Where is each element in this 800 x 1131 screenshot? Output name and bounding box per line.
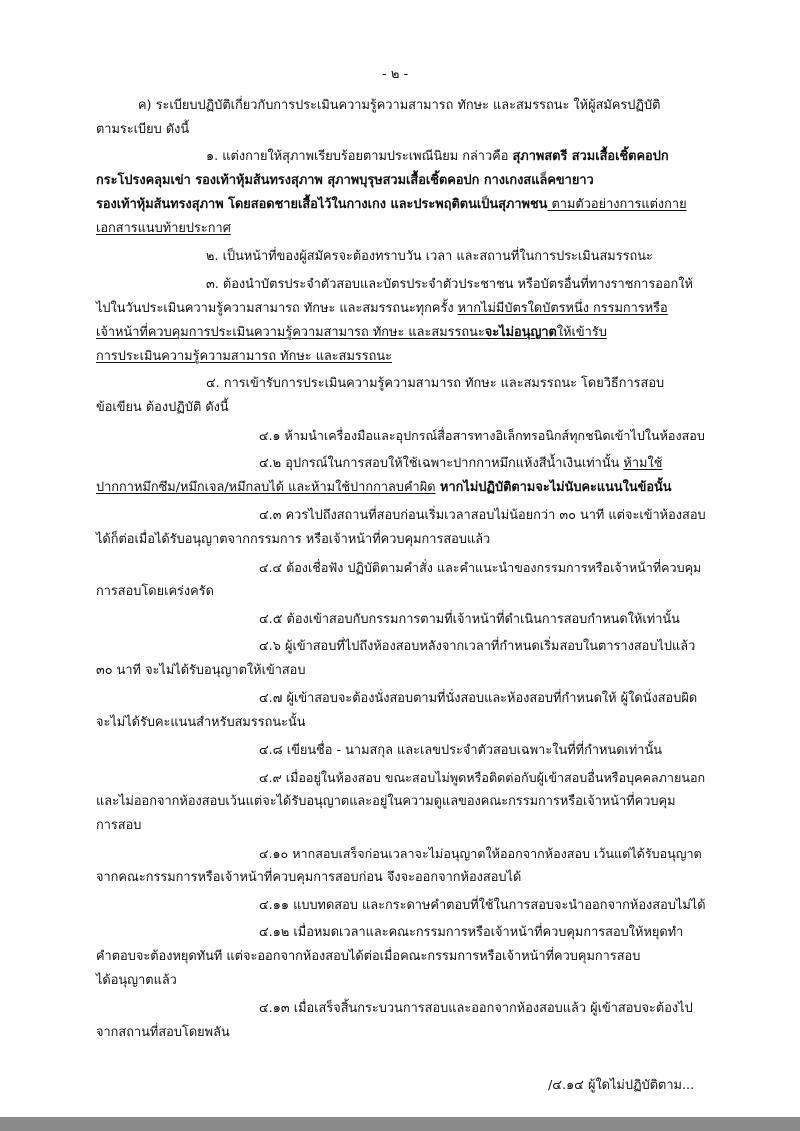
item-4-12: คำตอบจะต้องหยุดทันที แต่จะออกจากห้องสอบได้ต่อเมื่อคณะกรรมการหรือเจ้าหน้าที่ควบคุมการสอบ — [96, 949, 641, 964]
item-4-2 — [259, 454, 662, 474]
item-1-bold: รองเท้าหุ้มส้นทรงสุภาพ โดยสอดชายเสื้อไว้ในกางเกง และประพฤติตนเป็นสุภาพชน — [96, 197, 548, 212]
continuation-note: /๔.๑๔ ผู้ใดไม่ปฏิบัติตาม... — [548, 1078, 695, 1093]
item-1-line — [206, 147, 669, 167]
item-4-2-underline: ปากกาหมึกซึม/หมึกเจล/หมึกลบได้ และห้ามใช้ปากกาลบคำผิด — [96, 480, 436, 495]
item-4-5: ๔.๕ ต้องเข้าสอบกับกรรมการตามที่เจ้าหน้าที่ดำเนินการสอบกำหนดให้เท่านั้น — [259, 612, 680, 627]
item-3-underline: เจ้าหน้าที่ควบคุมการประเมินความรู้ความสามารถ ทักษะ และสมรรถนะ — [96, 325, 485, 340]
item-1-underline: ตามตัวอย่างการแต่งกาย — [547, 197, 687, 212]
item-4-7: ๔.๗ ผู้เข้าสอบจะต้องนั่งสอบตามที่นั่งสอบและห้องสอบที่กำหนดให้ ผู้ใดนั่งสอบผิด — [259, 691, 698, 706]
item-4-13: จากสถานที่สอบโดยพลัน — [96, 1025, 230, 1040]
item-4-2-text: ๔.๒ อุปกรณ์ในการสอบให้ใช้เฉพาะปากกาหมึกแห้งสีน้ำเงินเท่านั้น — [259, 456, 624, 471]
item-4-3: ๔.๓ ควรไปถึงสถานที่สอบก่อนเริ่มเวลาสอบไม่น้อยกว่า ๓๐ นาที แต่จะเข้าห้องสอบ — [259, 508, 706, 523]
item-1-text: ๑. แต่งกายให้สุภาพเรียบร้อยตามประเพณีนิยม กล่าวคือ — [206, 149, 513, 164]
item-4-6: ๓๐ นาที จะไม่ได้รับอนุญาตให้เข้าสอบ — [96, 663, 306, 678]
item-4-line: ข้อเขียน ต้องปฏิบัติ ดังนี้ — [96, 400, 229, 415]
section-c-heading: ค) ระเบียบปฏิบัติเกี่ยวกับการประเมินความรู้ความสามารถ ทักษะ และสมรรถนะ ให้ผู้สมัครปฏิบัติ — [138, 98, 661, 113]
item-3-bold: จะไม่อนุญาต — [484, 325, 557, 340]
item-3-line — [96, 323, 607, 343]
item-2-line: ๒. เป็นหน้าที่ของผู้สมัครจะต้องทราบวัน เวลา และสถานที่ในการประเมินสมรรถนะ — [206, 249, 653, 264]
item-4-2-bold: หากไม่ปฏิบัติตามจะไม่นับคะแนนในข้อนั้น — [435, 480, 672, 495]
item-4-7: จะไม่ได้รับคะแนนสำหรับสมรรถนะนั้น — [96, 715, 306, 730]
item-4-4: การสอบโดยเคร่งครัด — [96, 584, 214, 599]
item-4-3: ได้ก็ต่อเมื่อได้รับอนุญาตจากกรรมการ หรือเจ้าหน้าที่ควบคุมการสอบแล้ว — [96, 532, 491, 547]
item-1-line — [96, 195, 687, 215]
item-3-underline: ให้เข้ารับ — [556, 325, 607, 340]
item-4-1: ๔.๑ ห้ามนำเครื่องมือและอุปกรณ์สื่อสารทางอิเล็กทรอนิกส์ทุกชนิดเข้าไปในห้องสอบ — [259, 428, 705, 443]
item-4-13: ๔.๑๓ เมื่อเสร็จสิ้นกระบวนการสอบและออกจากห้องสอบแล้ว ผู้เข้าสอบจะต้องไป — [259, 1001, 693, 1016]
item-3-line — [96, 299, 668, 319]
item-4-12: ๔.๑๒ เมื่อหมดเวลาและคณะกรรมการหรือเจ้าหน้าที่ควบคุมการสอบให้หยุดทำ — [259, 925, 684, 940]
item-4-11: ๔.๑๑ แบบทดสอบ และกระดาษคำตอบที่ใช้ในการสอบจะนำออกจากห้องสอบไม่ได้ — [259, 898, 706, 913]
item-4-line: ๔. การเข้ารับการประเมินความรู้ความสามารถ ทักษะ และสมรรถนะ โดยวิธีการสอบ — [206, 376, 665, 391]
item-4-6: ๔.๖ ผู้เข้าสอบที่ไปถึงห้องสอบหลังจากเวลาที่กำหนดเริ่มสอบในตารางสอบไปแล้ว — [259, 639, 696, 654]
item-4-9: ๔.๙ เมื่ออยู่ในห้องสอบ ขณะสอบไม่พูดหรือติดต่อกับผู้เข้าสอบอื่นหรือบุคคลภายนอก — [259, 770, 706, 785]
item-4-8: ๔.๘ เขียนชื่อ - นามสกุล และเลขประจำตัวสอบเฉพาะในที่ที่กำหนดเท่านั้น — [259, 743, 662, 758]
item-4-10: จากคณะกรรมการหรือเจ้าหน้าที่ควบคุมการสอบก่อน จึงจะออกจากห้องสอบได้ — [96, 870, 522, 885]
item-3-line: ๓. ต้องนำบัตรประจำตัวสอบและบัตรประจำตัวประชาชน หรือบัตรอื่นที่ทางราชการออกให้ — [206, 277, 693, 292]
item-4-2 — [96, 478, 672, 498]
item-1-underline-line: เอกสารแนบท้ายประกาศ — [96, 221, 231, 236]
page-number: - ๒ - — [382, 67, 409, 82]
item-4-9: การสอบ — [96, 818, 142, 833]
item-3-underline: หากไม่มีบัตรใดบัตรหนึ่ง กรรมการหรือ — [457, 301, 668, 316]
item-4-10: ๔.๑๐ หากสอบเสร็จก่อนเวลาจะไม่อนุญาตให้ออกจากห้องสอบ เว้นแต่ได้รับอนุญาต — [259, 846, 702, 861]
paragraph-line: ตามระเบียบ ดังนี้ — [96, 122, 190, 137]
item-4-9: และไม่ออกจากห้องสอบเว้นแต่จะได้รับอนุญาตและอยู่ในความดูแลของคณะกรรมการหรือเจ้าหน้าที่ควบคุม — [96, 794, 676, 809]
item-3-underline-line: การประเมินความรู้ความสามารถ ทักษะ และสมรรถนะ — [96, 349, 393, 364]
item-4-2-underline: ห้ามใช้ — [623, 456, 663, 471]
item-3-text: ไปในวันประเมินความรู้ความสามารถ ทักษะ และสมรรถนะทุกครั้ง — [96, 301, 458, 316]
item-1-bold-line: กระโปรงคลุมเข่า รองเท้าหุ้มส้นทรงสุภาพ สุภาพบุรุษสวมเสื้อเชิ้ตคอปก กางเกงสแล็คขายาว — [96, 173, 594, 188]
item-4-4: ๔.๔ ต้องเชื่อฟัง ปฏิบัติตามคำสั่ง และคำแนะนำของกรรมการหรือเจ้าหน้าที่ควบคุม — [259, 560, 702, 575]
scan-edge-bar — [0, 1117, 800, 1131]
item-1-bold: สุภาพสตรี สวมเสื้อเชิ้ตคอปก — [512, 149, 669, 164]
item-4-12: ได้อนุญาตแล้ว — [96, 973, 177, 988]
